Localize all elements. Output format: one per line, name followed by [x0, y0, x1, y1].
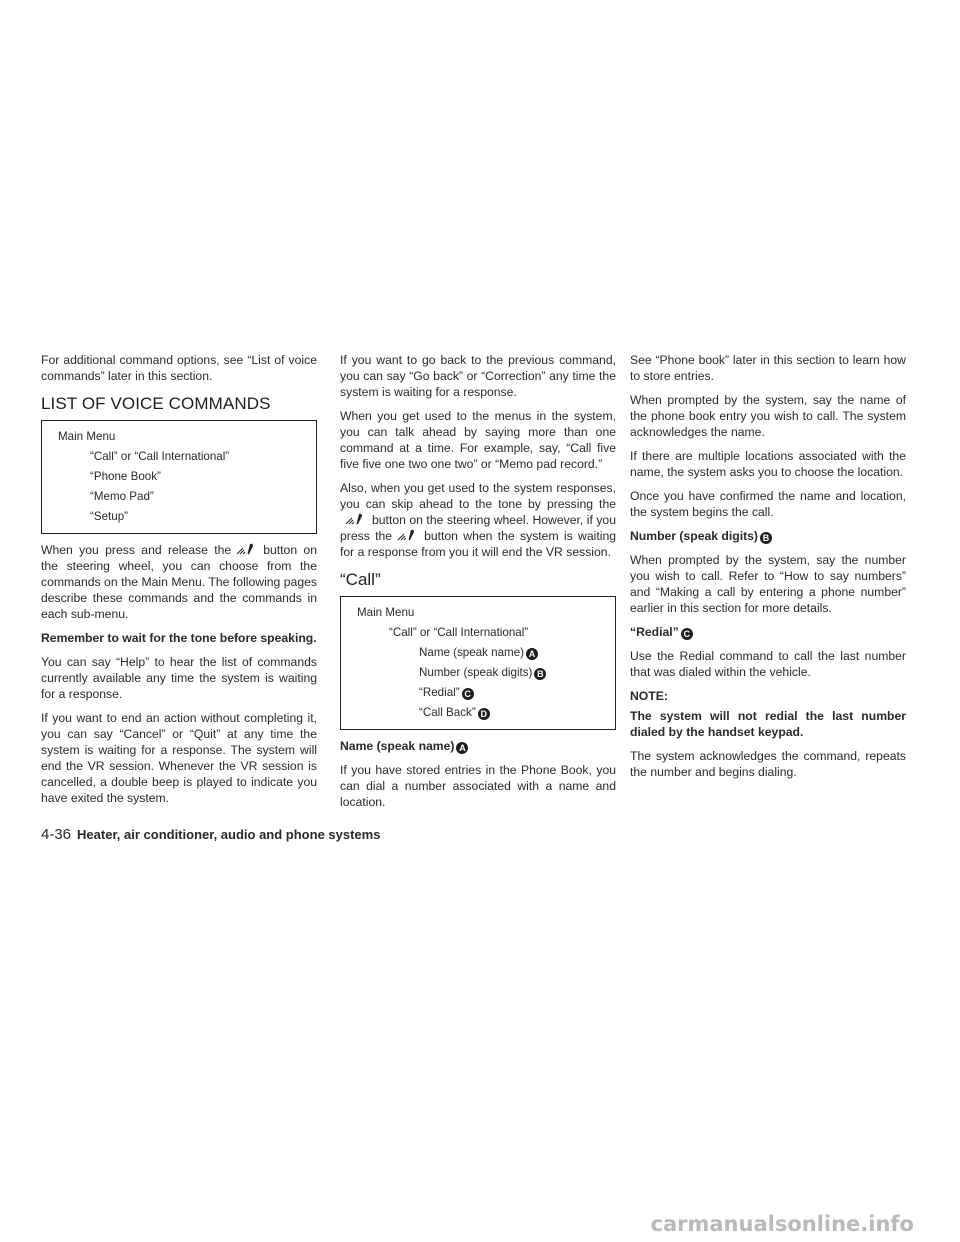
menu-submenu: “Call” or “Call International” [389, 626, 529, 639]
marker-a-icon: A [526, 648, 538, 660]
main-menu-box [41, 420, 317, 534]
watermark: carmanualsonline.info [650, 1212, 914, 1236]
multiple-locations-paragraph: If there are multiple locations associated with the name, the system asks you to choose the location. [630, 449, 906, 479]
redial-paragraph: Use the Redial command to call the last number that was dialed within the vehicle. [630, 649, 906, 679]
name-heading: Name (speak name) A [340, 738, 616, 754]
marker-d-icon: D [478, 708, 490, 720]
cancel-paragraph: If you want to end an action without completing it, you can say “Cancel” or “Quit” at any time the system is waiting for a response. The system will end the VR session. Whenever the VR session is cancelled, a double beep is played to indicate you have exited the system. [41, 711, 317, 805]
column-3 [630, 352, 906, 788]
marker-a-icon: A [456, 742, 468, 754]
menu-item: “Memo Pad” [90, 490, 154, 503]
skip-ahead-paragraph: Also, when you get used to the system responses, you can skip ahead to the tone by pressing thebutton on the steering wheel. However, if you press the button when the system is waiting for a response from you it will end the VR session. [340, 481, 616, 559]
call-menu-box [340, 596, 616, 730]
phone-book-paragraph: See “Phone book” later in this section to learn how to store entries. [630, 353, 906, 383]
acknowledge-paragraph: The system acknowledges the command, repeats the number and begins dialing. [630, 749, 906, 779]
section-heading: LIST OF VOICE COMMANDS [41, 394, 271, 413]
marker-b-icon: B [534, 668, 546, 680]
column-2 [340, 352, 616, 818]
menu-item: Number (speak digits) B [357, 663, 605, 683]
number-heading: Number (speak digits) B [630, 528, 906, 544]
talk-button-icon [344, 512, 368, 526]
go-back-paragraph: If you want to go back to the previous command, you can say “Go back” or “Correction” any time the system is waiting for a response. [340, 353, 616, 399]
menu-item: “Phone Book” [90, 470, 161, 483]
call-subheading: “Call” [340, 570, 381, 589]
talk-ahead-paragraph: When you get used to the menus in the system, you can talk ahead by saying more than one command at a time. For example, say, “Call five five five one two one two” or “Memo pad record.” [340, 409, 616, 471]
prompt-name-paragraph: When prompted by the system, say the name of the phone book entry you wish to call. The system acknowledges the name. [630, 393, 906, 439]
menu-item: “Call Back” D [357, 703, 605, 723]
marker-c-icon: C [681, 628, 693, 640]
menu-item: “Setup” [90, 510, 129, 523]
talk-button-icon [235, 542, 259, 556]
confirm-paragraph: Once you have confirmed the name and location, the system begins the call. [630, 489, 906, 519]
page-footer [41, 826, 380, 843]
marker-c-icon: C [462, 688, 474, 700]
redial-heading: “Redial” C [630, 624, 906, 640]
press-release-paragraph: When you press and release the button on the steering wheel, you can choose from the commands on the Main Menu. The following pages describe these commands and the commands in each sub-menu. [41, 543, 317, 621]
remember-note: Remember to wait for the tone before speaking. [41, 631, 317, 645]
menu-item: “Call” or “Call International” [90, 450, 230, 463]
note-label: NOTE: [630, 689, 668, 703]
name-paragraph: If you have stored entries in the Phone Book, you can dial a number associated with a name and location. [340, 763, 616, 809]
help-paragraph: You can say “Help” to hear the list of commands currently available any time the system is waiting for a response. [41, 655, 317, 701]
note-text: The system will not redial the last number dialed by the handset keypad. [630, 709, 906, 739]
menu-title: Main Menu [58, 430, 116, 443]
menu-item: Name (speak name) A [357, 643, 605, 663]
number-paragraph: When prompted by the system, say the number you wish to call. Refer to “How to say numbers” and “Making a call by entering a phone number” earlier in this section for more details. [630, 553, 906, 615]
talk-button-icon [396, 528, 420, 542]
marker-b-icon: B [760, 532, 772, 544]
column-1 [41, 352, 317, 814]
footer-title: Heater, air conditioner, audio and phone systems [77, 827, 381, 842]
page-number: 4-36 [41, 826, 72, 843]
intro-paragraph: For additional command options, see “List of voice commands” later in this section. [41, 353, 317, 383]
menu-title: Main Menu [357, 606, 415, 619]
menu-item: “Redial” C [357, 683, 605, 703]
